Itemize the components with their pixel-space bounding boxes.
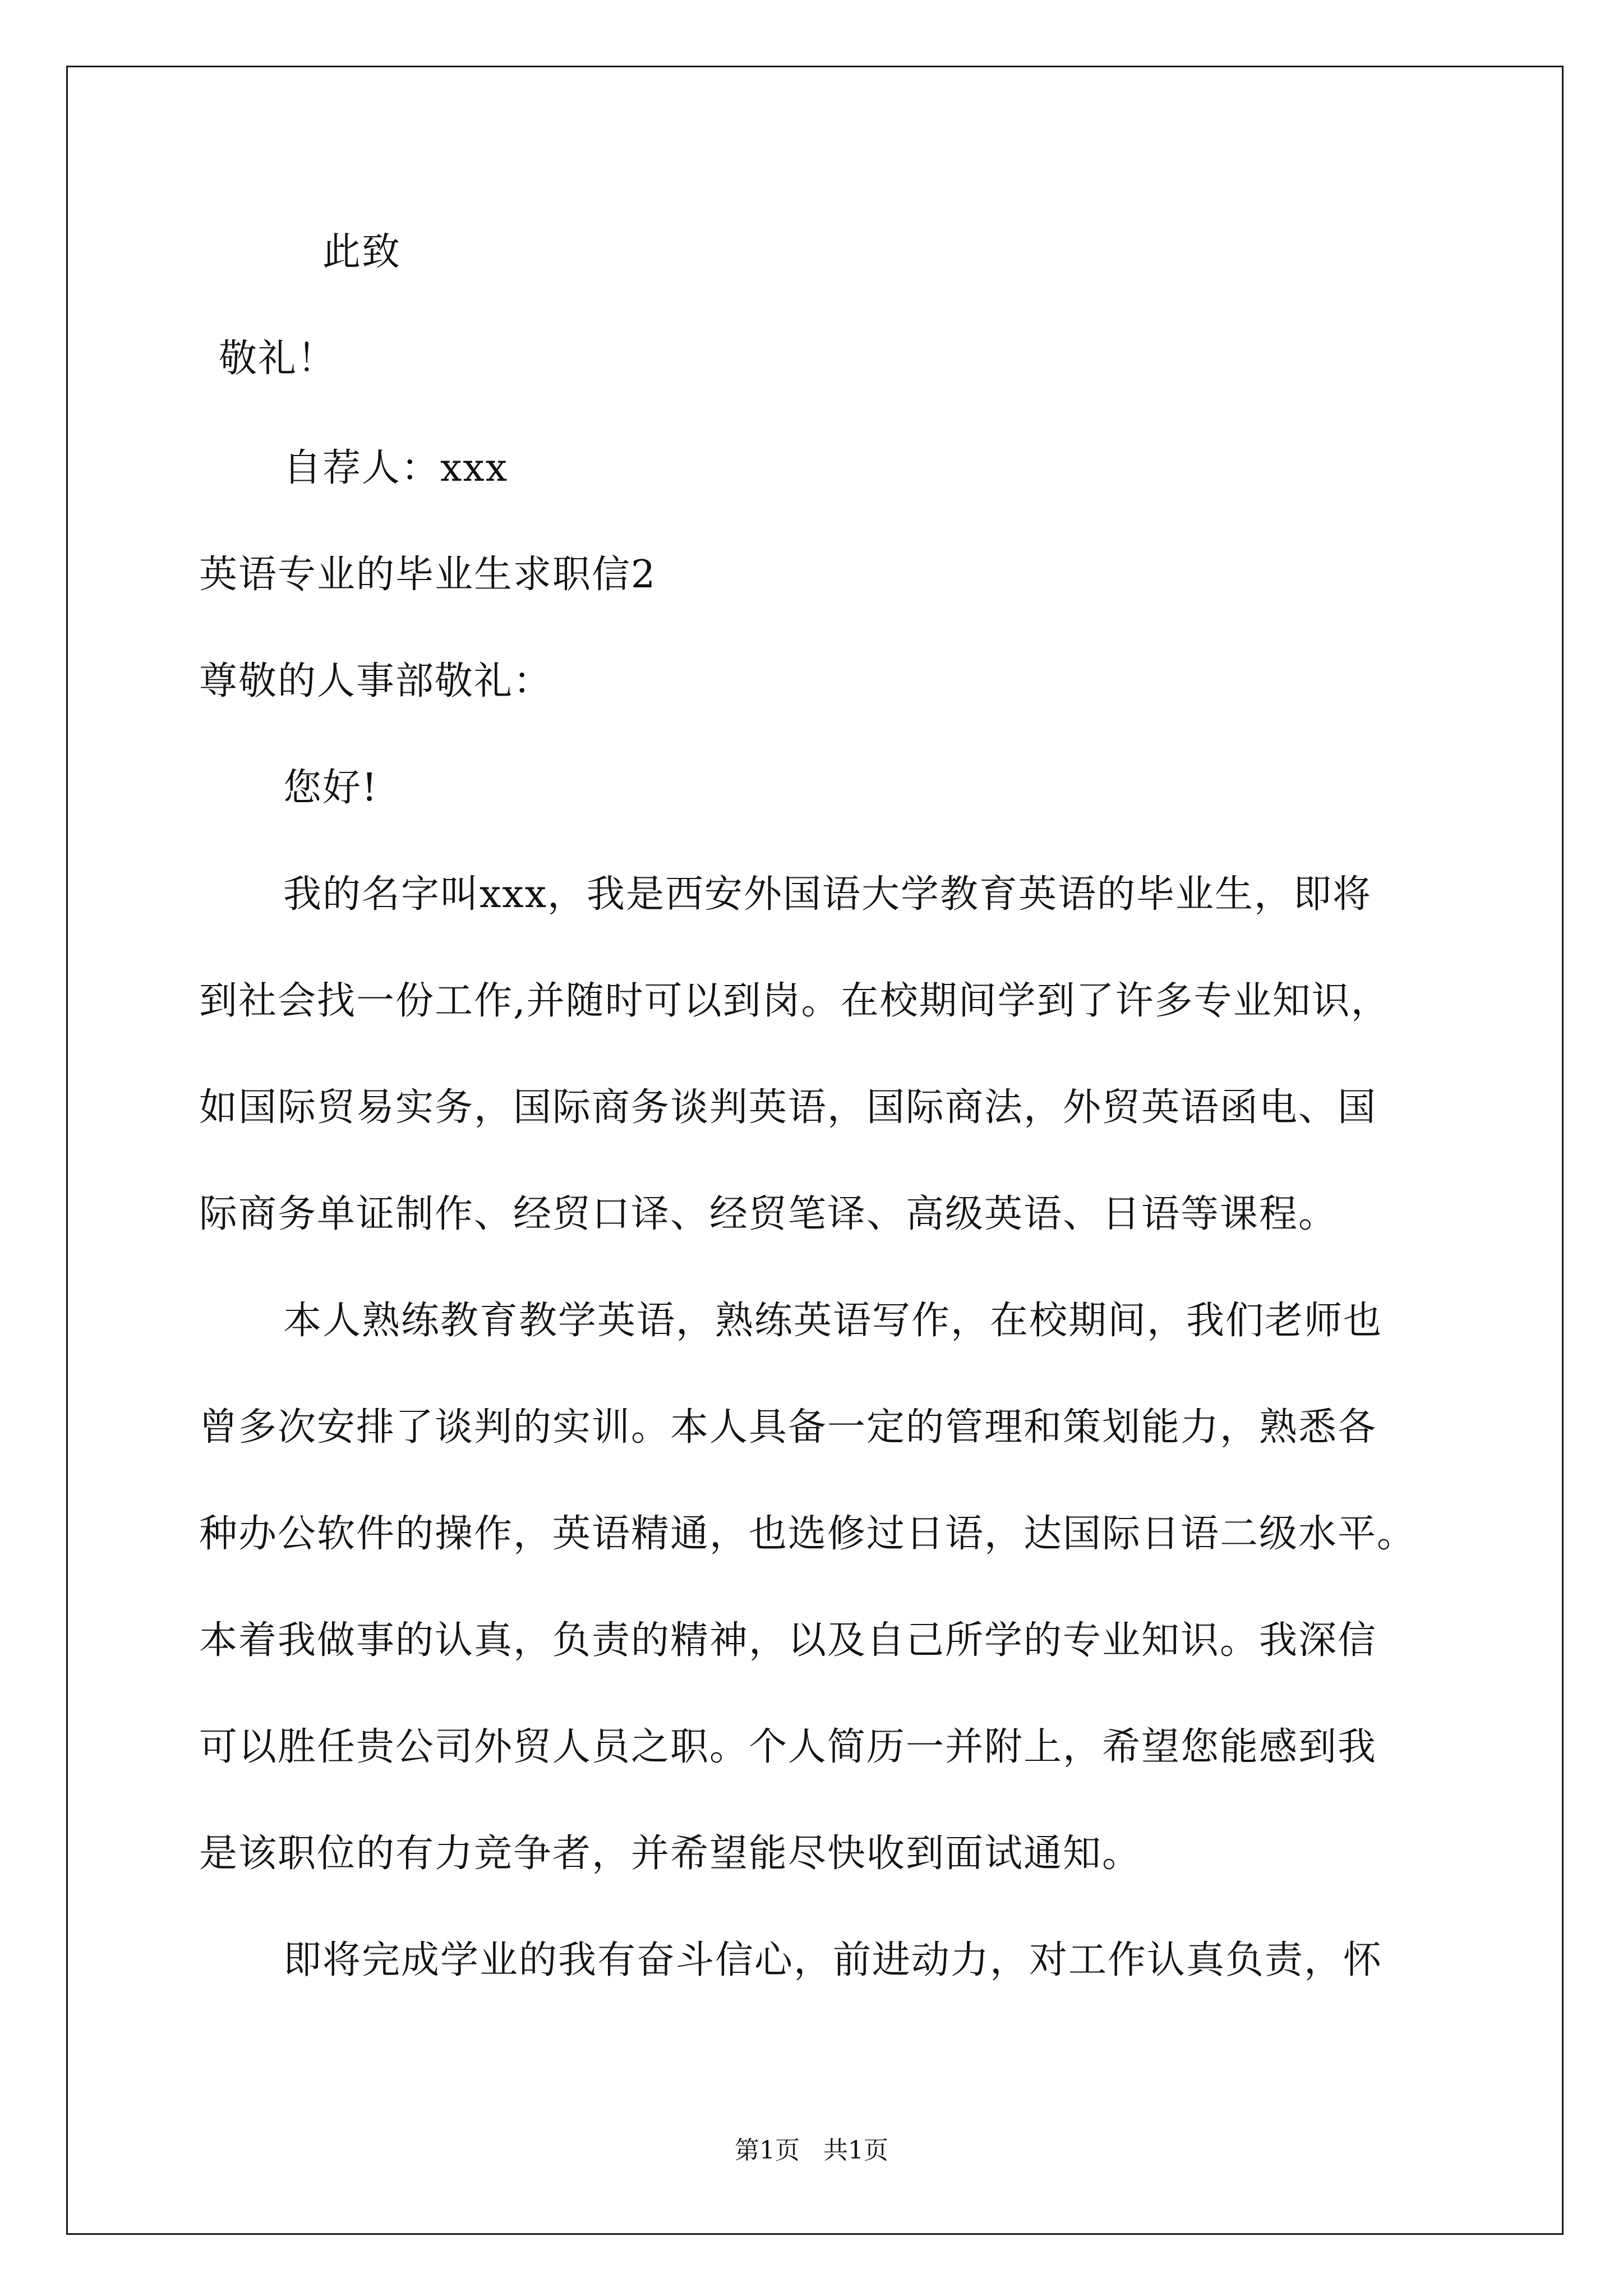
salutation: 尊敬的人事部敬礼： xyxy=(199,659,553,703)
greeting: 您好! xyxy=(283,766,379,810)
body-line: 本着我做事的认真，负责的精神，以及自己所学的专业知识。我深信 xyxy=(199,1618,1377,1663)
closing-2: 敬礼！ xyxy=(219,337,337,381)
closing-1: 此致 xyxy=(322,230,402,274)
body-line: 到社会找一份工作,并随时可以到岗。在校期间学到了许多专业知识， xyxy=(199,979,1390,1023)
body-line: 本人熟练教育教学英语，熟练英语写作，在校期间，我们老师也 xyxy=(283,1299,1383,1343)
page-border xyxy=(66,66,1564,2235)
body-line: 如国际贸易实务，国际商务谈判英语，国际商法，外贸英语函电、国 xyxy=(199,1085,1377,1130)
body-line: 我的名字叫xxx，我是西安外国语大学教育英语的毕业生，即将 xyxy=(283,872,1372,917)
signature: 自荐人：xxx xyxy=(283,446,509,490)
body-line: 即将完成学业的我有奋斗信心，前进动力，对工作认真负责，怀 xyxy=(283,1938,1383,1982)
body-line: 际商务单证制作、经贸口译、经贸笔译、高级英语、日语等课程。 xyxy=(199,1192,1338,1236)
body-line: 可以胜任贵公司外贸人员之职。个人简历一并附上，希望您能感到我 xyxy=(199,1725,1377,1769)
body-line: 种办公软件的操作，英语精通，也选修过日语，达国际日语二级水平。 xyxy=(199,1512,1417,1556)
body-line: 曾多次安排了谈判的实训。本人具备一定的管理和策划能力，熟悉各 xyxy=(199,1405,1377,1450)
page-footer: 第1页 共1页 xyxy=(735,2136,888,2165)
letter-title: 英语专业的毕业生求职信2 xyxy=(199,553,657,597)
body-line: 是该职位的有力竞争者，并希望能尽快收到面试通知。 xyxy=(199,1832,1142,1876)
